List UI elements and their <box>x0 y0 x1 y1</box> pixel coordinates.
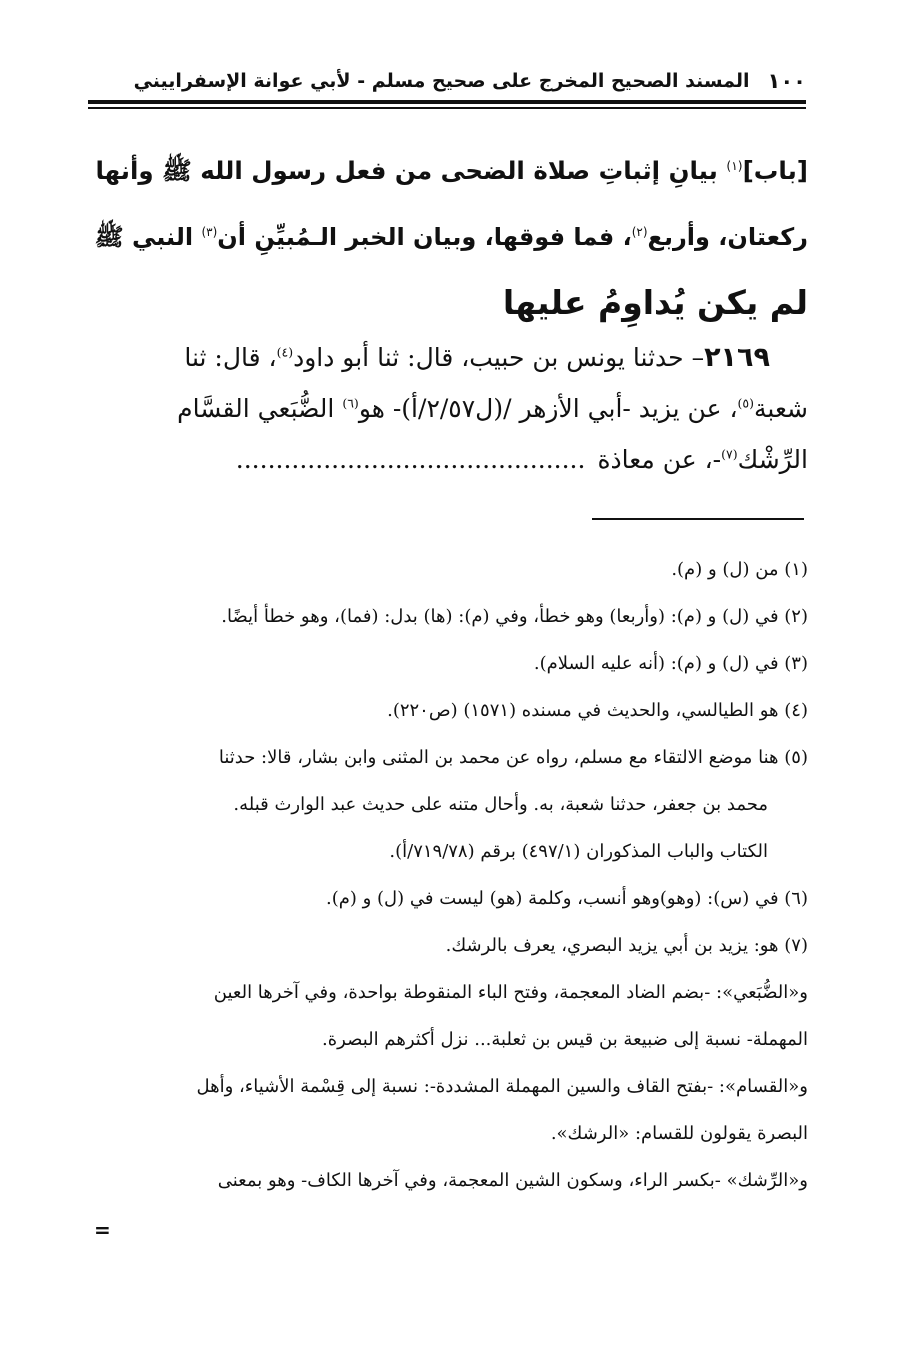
footnote-line: (٧) هو: يزيد بن أبي يزيد البصري، يعرف بالرشك. <box>445 935 808 956</box>
footnotes <box>88 546 808 1204</box>
chapter-text: ، فما فوقها، وبيان الخبر الـمُبيِّنِ أن <box>217 223 632 251</box>
footnote-line: محمد بن جعفر، حدثنا شعبة، به. وأحال متنه على حديث عبد الوارث قبله. <box>233 794 768 815</box>
chapter-title-line-2 <box>88 204 808 270</box>
footnote-line: البصرة يقولون للقسام: «الرشك». <box>550 1123 808 1144</box>
footnote-line: (٥) هنا موضع الالتقاء مع مسلم، رواه عن محمد بن المثنى وابن بشار، قالا: حدثنا <box>218 747 808 768</box>
footnote-ref: (١) <box>726 158 743 173</box>
footnote-line: (٦) في (س): (وهو)وهو أنسب، وكلمة (هو) ليست في (ل) و (م). <box>325 888 808 909</box>
footnote-ref: (٣) <box>201 225 218 239</box>
footnote-line: و«الرِّشك» -بكسر الراء، وسكون الشين المعجمة، وفي آخرها الكاف- وهو بمعنى <box>217 1170 808 1191</box>
chapter-text: [باب] <box>742 156 808 185</box>
footnote-line: (٢) في (ل) و (م): (وأربعا) وهو خطأ، وفي (م): (ها) بدل: (فما)، وهو خطأ أيضًا. <box>221 606 808 627</box>
chapter-text: لم يكن يُداوِمُ عليها <box>502 283 808 322</box>
hadith-text: شعبة <box>754 394 808 423</box>
continuation-mark: = <box>94 1218 111 1242</box>
chapter-title <box>88 138 808 336</box>
footnote-ref: (٢) <box>631 225 648 239</box>
footnote-ref: (٥) <box>737 395 755 411</box>
header-rule-thin <box>88 107 806 109</box>
footnote-line: (٤) هو الطيالسي، والحديث في مسنده (١٥٧١) (ص٢٢٠). <box>387 700 808 721</box>
footnote-line: (١) من (ل) و (م). <box>671 559 808 580</box>
chapter-title-line-1 <box>88 138 808 204</box>
hadith-number: ٢١٦٩ <box>704 342 770 373</box>
footnote-line: الكتاب والباب المذكوران (٤٩٧/١) برقم (٧١٩/٧٨/أ). <box>389 841 768 862</box>
header-rule-thick <box>88 100 806 104</box>
footnote-separator <box>592 518 804 520</box>
footnote-ref: (٤) <box>276 344 294 360</box>
chapter-text: النبي ﷺ <box>94 223 202 251</box>
running-header <box>88 66 806 96</box>
hadith-text: – حدثنا يونس بن حبيب، قال: ثنا أبو داود <box>293 343 705 372</box>
chapter-text: بيانِ إثباتِ صلاة الضحى من فعل رسول الله ﷺ وأنها <box>95 156 727 185</box>
hadith-text: الضُّبَعي القسَّام <box>177 394 343 423</box>
hadith-body <box>88 332 808 485</box>
footnote-line: و«القسام»: -بفتح القاف والسين المهملة المشددة-: نسبة إلى قِسْمة الأشياء، وأهل <box>196 1076 808 1097</box>
footnote-line: و«الضُّبَعي»: -بضم الضاد المعجمة، وفتح الباء المنقوطة بواحدة، وفي آخرها العين <box>213 982 808 1003</box>
footnote-ref: (٦) <box>342 395 359 411</box>
footnote-line: (٣) في (ل) و (م): (أنه عليه السلام). <box>533 653 808 674</box>
hadith-text: الرِّشْك <box>737 445 808 474</box>
hadith-line-2 <box>88 383 808 434</box>
page-number: ١٠٠ <box>767 69 806 93</box>
continuation-dots: ............................................ <box>235 445 586 474</box>
footnote-line: المهملة- نسبة إلى ضبيعة بن قيس بن ثعلبة... نزل أكثرهم البصرة. <box>322 1029 808 1050</box>
hadith-text: ، عن يزيد -أبي الأزهر /(ل٢/٥٧/أ)- هو <box>358 394 738 423</box>
footnote-ref: (٧) <box>721 446 738 462</box>
chapter-text: ركعتان، وأربع <box>647 223 808 251</box>
hadith-text: ، قال: ثنا <box>184 343 277 372</box>
hadith-text: -، عن معاذة <box>597 445 722 474</box>
hadith-line-3 <box>88 434 808 485</box>
chapter-title-line-3 <box>88 270 808 336</box>
running-title: المسند الصحيح المخرج على صحيح مسلم - لأبي عوانة الإسفراييني <box>133 70 750 92</box>
hadith-line-1 <box>88 332 808 383</box>
